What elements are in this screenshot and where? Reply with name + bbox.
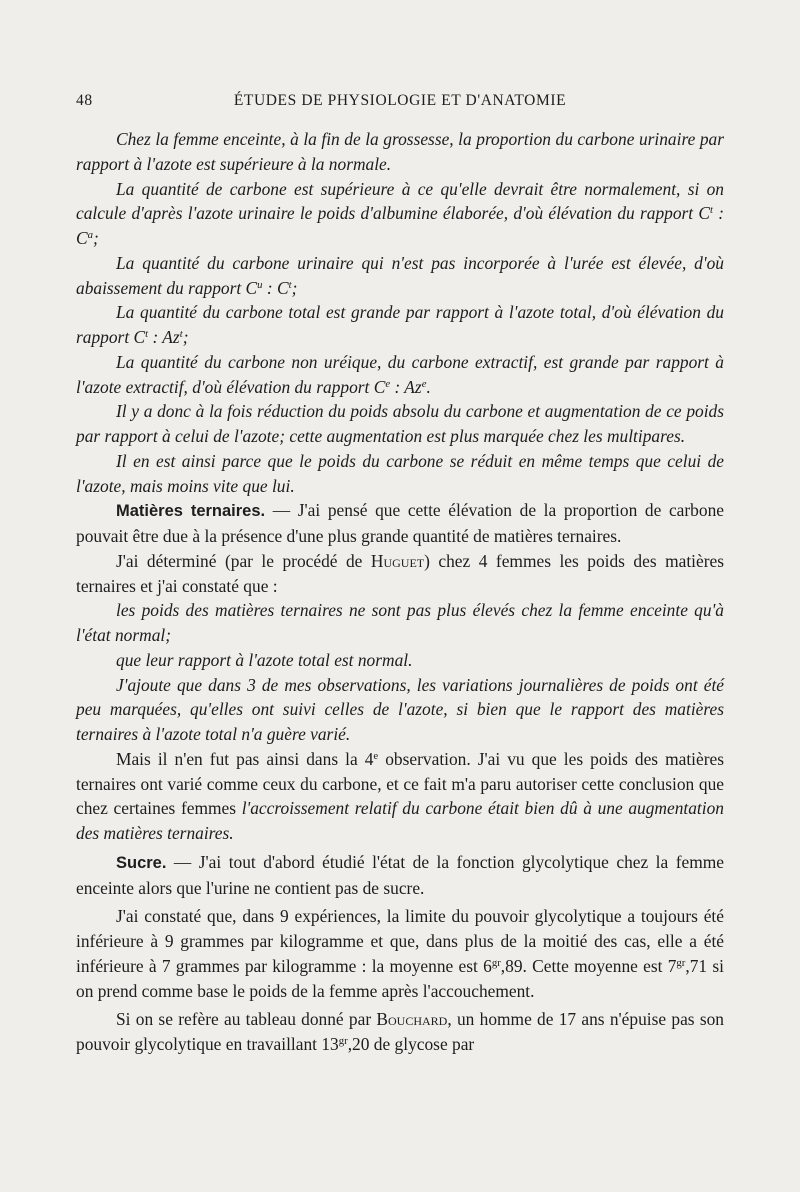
page-body [76, 127, 724, 1057]
paragraph-ternary-matters [76, 498, 724, 549]
paragraph-glycolytic-limit [76, 904, 724, 1003]
text: La quantité du carbone non uréique, du carbone extractif, est grande par rapport à l'azote extractif, d'où élévation du rapport C [76, 351, 724, 397]
text: Il en est ainsi parce que le poids du carbone se réduit en même temps que celui de l'azote, mais moins vite que lui. [76, 450, 724, 496]
text: les poids des matières ternaires ne sont pas plus élevés chez la femme enceinte qu'à l'état normal; [76, 600, 724, 645]
text: La quantité du carbone total est grande par rapport à l'azote total, d'où élévation du rapport C [76, 302, 724, 347]
text: ,71 si on prend comme base le poids de la femme après l'accouchement. [76, 955, 724, 1001]
paragraph-total-carbon [76, 300, 724, 350]
superscript: u [257, 278, 263, 291]
text: . [426, 376, 431, 397]
section-heading-sugar: Sucre. [116, 853, 167, 872]
superscript: a [87, 229, 93, 242]
text: : C [262, 277, 289, 298]
paragraph-explanation [76, 449, 724, 499]
paragraph-huguet-method [76, 549, 724, 599]
author-name-bouchard: Bouchard [376, 1009, 448, 1030]
text: J'ajoute que dans 3 de mes observations, les variations journalières de poids ont été peu marquées, qu'elles ont suivi celles de l'azote, si bien que le rapport des matières ternaires à l'azote total n'a guère varié. [76, 674, 724, 744]
text: Chez la femme enceinte, à la fin de la grossesse, la proportion du carbone urinaire par rapport à l'azote est supérieure à la normale. [76, 129, 724, 174]
superscript: e [421, 377, 427, 390]
text: J'ai constaté que, dans 9 expériences, la limite du pouvoir glycolytique a toujours été inférieure à 9 grammes par kilogramme et que, dans plus de la moitié des cas, elle a été inférieure à 7 grammes par kilogramme : la moyenne est 6 [76, 906, 724, 976]
paragraph-sugar [76, 850, 724, 901]
superscript: t [709, 204, 713, 217]
page-header [76, 92, 724, 114]
paragraph-carbon-quantity [76, 177, 724, 251]
text: ) chez 4 femmes les poids des matières ternaires et j'ai constaté que : [76, 550, 724, 596]
text: — J'ai tout d'abord étudié l'état de la fonction glycolytique chez la femme enceinte alors que l'urine ne contient pas de sucre. [76, 851, 724, 898]
text: : Az [390, 376, 422, 397]
superscript: t [179, 328, 183, 341]
superscript: gr [338, 1035, 348, 1048]
paragraph-reduction [76, 399, 724, 449]
paragraph-observations [76, 673, 724, 747]
superscript: gr [491, 956, 501, 969]
paragraph-finding-2 [76, 648, 724, 673]
superscript: t [288, 278, 292, 291]
paragraph-bouchard-table [76, 1007, 724, 1057]
superscript: e [373, 749, 379, 762]
text: ,89. Cette moyenne est 7 [500, 955, 677, 976]
text: observation. J'ai vu que les poids des matières ternaires ont varié comme ceux du carbone, et ce fait m'a paru autoriser cette conclusion que chez certaines femmes [76, 748, 724, 819]
running-title: ÉTUDES DE PHYSIOLOGIE ET D'ANATOMIE [233, 92, 567, 109]
text: : C [76, 203, 724, 248]
text: ; [182, 327, 189, 347]
paragraph-extractive-carbon [76, 350, 724, 400]
text: ; [291, 277, 298, 298]
text: La quantité de carbone est supérieure à ce qu'elle devrait être normalement, si on calcule d'après l'azote urinaire le poids d'albumine élaborée, d'où élévation du rapport C [76, 178, 724, 224]
text: ; [93, 228, 99, 248]
text: — J'ai pensé que cette élévation de la proportion de carbone pouvait être due à la présence d'une plus grande quantité de matières ternaires. [76, 500, 724, 546]
paragraph-urinary-carbon [76, 251, 724, 301]
paragraph-fourth-observation [76, 747, 724, 846]
text: : Az [148, 327, 180, 347]
paragraph-finding-1 [76, 598, 724, 648]
text: ,20 de glycose par [347, 1034, 475, 1054]
superscript: e [385, 377, 391, 390]
text: Mais il n'en fut pas ainsi dans la 4 [116, 748, 374, 769]
superscript: t [145, 328, 149, 341]
text: que leur rapport à l'azote total est normal. [116, 649, 413, 670]
page-number: 48 [76, 92, 93, 109]
text-italic: l'accroissement relatif du carbone était bien dû à une augmentation des matières ternaires. [76, 798, 724, 843]
section-heading-ternary: Matières ternaires. [116, 502, 266, 521]
text: J'ai déterminé (par le procédé de [116, 550, 371, 571]
author-name-huguet: Huguet [370, 550, 425, 571]
text: La quantité du carbone urinaire qui n'est pas incorporée à l'urée est élevée, d'où abaissement du rapport C [76, 252, 724, 298]
superscript: gr [676, 956, 686, 969]
text: Si on se refère au tableau donné par [116, 1009, 377, 1030]
text: Il y a donc à la fois réduction du poids absolu du carbone et augmentation de ce poids par rapport à celui de l'azote; cette augmentation est plus marquée chez les multipares. [76, 401, 724, 446]
paragraph-summary-intro [76, 127, 724, 177]
text: , un homme de 17 ans n'épuise pas son pouvoir glycolytique en travaillant 13 [76, 1009, 724, 1054]
